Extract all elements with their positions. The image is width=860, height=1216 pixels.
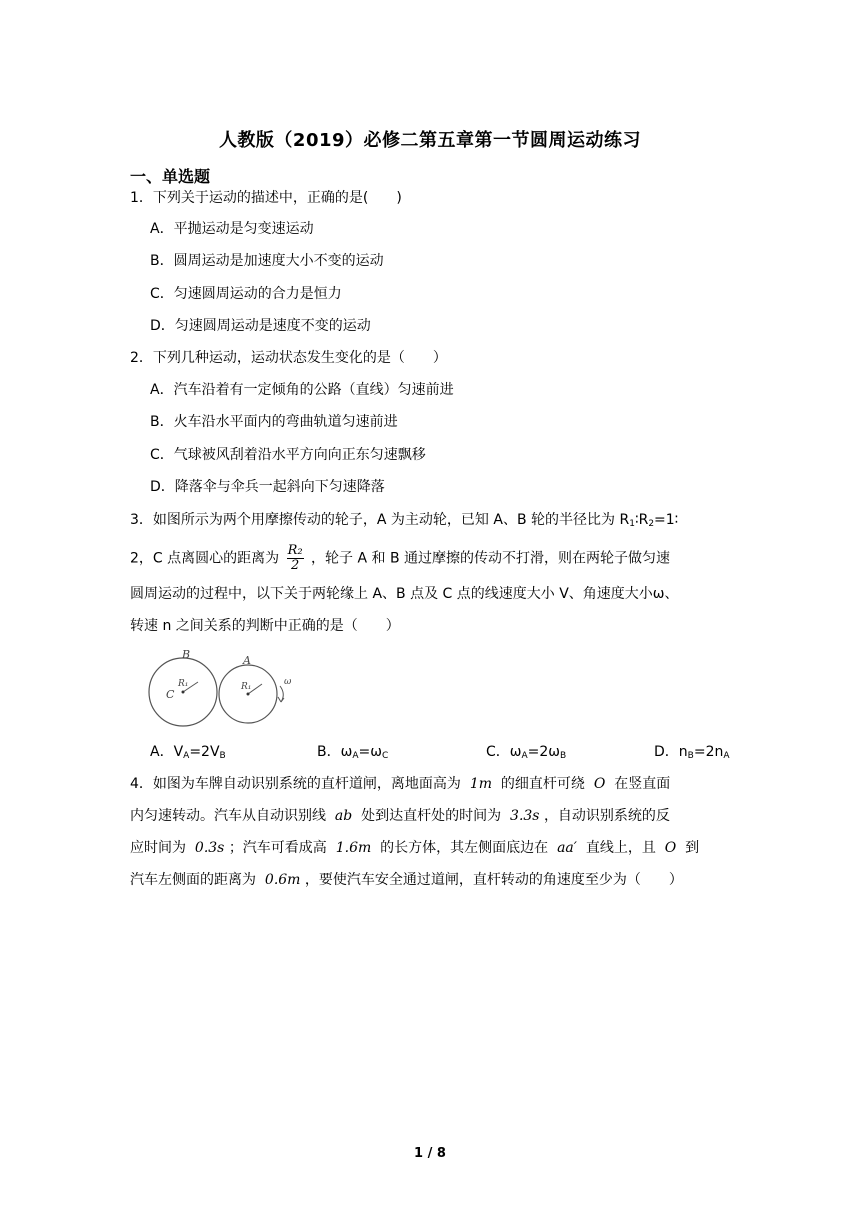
q4-text: 到	[685, 840, 700, 856]
question-3-line-1	[130, 510, 678, 534]
document-title: 人教版（2019）必修二第五章第一节圆周运动练习	[218, 130, 642, 151]
q4-math: 0.3s	[194, 840, 225, 856]
q3-text: 3．如图所示为两个用摩擦传动的轮子，A 为主动轮，已知 A、B 轮的半径比为 R	[130, 512, 630, 528]
q4-text: 处到达直杆处的时间为	[361, 808, 502, 824]
q4-text: ；汽车可看成高	[228, 840, 327, 856]
q4-text: 的长方体，其左侧面底边在	[380, 840, 549, 856]
label-r1-b: R₁	[178, 679, 189, 689]
q4-math: 0.6m	[264, 872, 301, 888]
question-4-line-4	[130, 870, 683, 890]
question-3-option-c	[486, 742, 566, 766]
q4-text: 内匀速转动。汽车从自动识别线	[130, 808, 326, 824]
fraction-denominator: 2	[290, 558, 300, 573]
question-2-option-c: C．气球被风刮着沿水平方向向正东匀速飘移	[150, 447, 426, 463]
q3-text: 2，C 点离圆心的距离为	[130, 550, 280, 567]
label-omega: ω	[284, 677, 292, 687]
opt-sub: B	[219, 751, 226, 761]
q4-text: ，自动识别系统的反	[543, 808, 670, 824]
center-b-dot	[182, 691, 185, 694]
question-3-line-2	[130, 544, 670, 573]
friction-wheels-figure	[140, 646, 300, 736]
q4-text: 应时间为	[130, 840, 186, 856]
q4-text: 直线上，且	[585, 840, 656, 856]
opt-sub: A	[521, 751, 528, 761]
opt-text: =2n	[693, 744, 724, 760]
question-3-option-d	[654, 742, 730, 766]
q3-sub: 2	[648, 519, 655, 529]
question-1-stem: 1．下列关于运动的描述中，正确的是( )	[130, 190, 402, 206]
q4-text: ，要使汽车安全通过道闸，直杆转动的角速度至少为（ ）	[304, 872, 683, 888]
q3-text: =1∶	[654, 512, 679, 528]
q4-math: 1.6m	[335, 840, 372, 856]
question-2-stem: 2．下列几种运动，运动状态发生变化的是（ ）	[130, 350, 447, 366]
q4-math: aa′	[557, 840, 577, 856]
q4-math: 1m	[469, 776, 492, 792]
question-3-line-3: 圆周运动的过程中，以下关于两轮缘上 A、B 点及 C 点的线速度大小 V、角速度大小ω、	[130, 586, 679, 602]
fraction-r2-over-2	[287, 544, 304, 573]
opt-text: D．n	[654, 744, 688, 760]
q4-text: 在竖直面	[614, 776, 671, 792]
q4-text: 汽车左侧面的距离为	[130, 872, 256, 888]
question-3-option-a	[150, 742, 226, 766]
question-1-option-c: C．匀速圆周运动的合力是恒力	[150, 286, 342, 302]
opt-text: =2V	[189, 744, 220, 760]
q4-math: O	[593, 776, 606, 792]
q4-text: 的细直杆可绕	[500, 776, 585, 792]
question-2-option-b: B．火车沿水平面内的弯曲轨道匀速前进	[150, 414, 398, 430]
page-number: 1 / 8	[414, 1146, 446, 1161]
opt-sub: A	[352, 751, 359, 761]
question-4-line-2	[130, 806, 670, 826]
question-1-option-a: A．平抛运动是匀变速运动	[150, 221, 314, 237]
q4-text: 4．如图为车牌自动识别系统的直杆道闸，离地面高为	[130, 776, 461, 792]
center-a-dot	[247, 693, 250, 696]
q4-math: 3.3s	[510, 808, 540, 824]
question-1-option-d: D．匀速圆周运动是速度不变的运动	[150, 318, 371, 334]
opt-text: C．ω	[486, 744, 522, 760]
opt-text: A．V	[150, 744, 184, 760]
label-c: C	[166, 688, 175, 701]
opt-sub: A	[183, 751, 190, 761]
question-1-option-b: B．圆周运动是加速度大小不变的运动	[150, 253, 384, 269]
opt-sub: B	[560, 751, 567, 761]
question-2-option-a: A．汽车沿着有一定倾角的公路（直线）匀速前进	[150, 382, 454, 398]
label-a: A	[243, 654, 251, 667]
question-4-line-3	[130, 838, 699, 858]
question-3-line-4: 转速 n 之间关系的判断中正确的是（ ）	[130, 618, 400, 634]
opt-text: B．ω	[317, 744, 353, 760]
section-heading: 一、单选题	[130, 167, 211, 186]
opt-sub: A	[723, 751, 730, 761]
question-4-line-1	[130, 774, 670, 794]
label-b: B	[182, 648, 191, 661]
q3-text: ，轮子 A 和 B 通过摩擦的传动不打滑，则在两轮子做匀速	[311, 550, 671, 567]
question-3-option-b	[317, 742, 388, 766]
q3-text: ∶R	[634, 512, 649, 528]
q4-math: ab	[334, 808, 353, 824]
opt-text: =2ω	[527, 744, 561, 760]
q4-math: O	[664, 840, 677, 856]
opt-sub: C	[381, 751, 389, 761]
label-r1-a: R₁	[241, 682, 252, 692]
opt-sub: B	[687, 751, 694, 761]
question-2-option-d: D．降落伞与伞兵一起斜向下匀速降落	[150, 479, 385, 495]
fraction-numerator: R₂	[287, 543, 303, 558]
q3-sub: 1	[629, 519, 635, 529]
opt-text: =ω	[358, 744, 382, 760]
